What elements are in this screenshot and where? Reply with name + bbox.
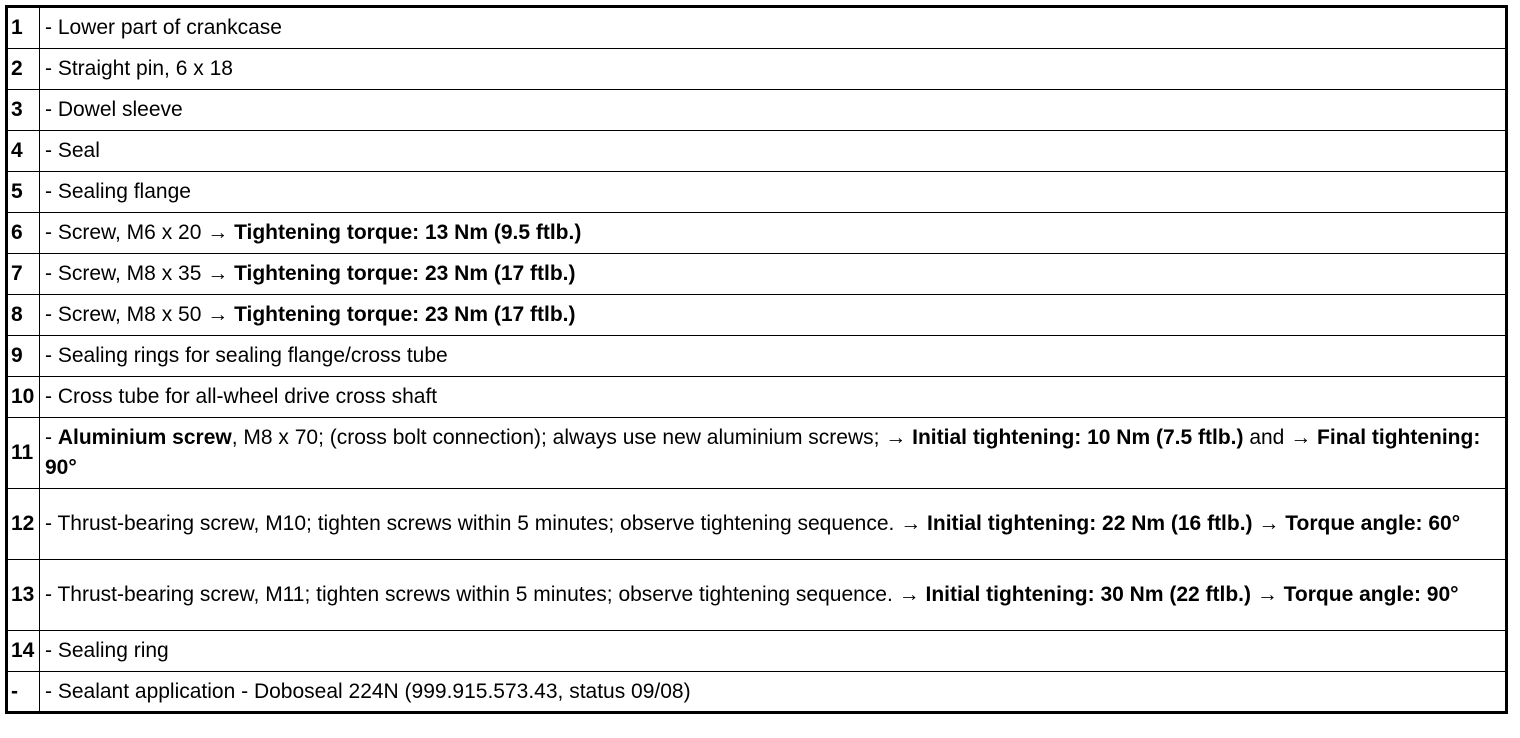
item-number: 3 [7,90,40,131]
item-description [40,377,1507,418]
item-number: 4 [7,131,40,172]
description-text: - Screw, M8 x 35 → [45,262,235,285]
item-number: 2 [7,49,40,90]
description-text: - Sealant application - Doboseal 224N (999.915.573.43, status 09/08) [45,679,691,703]
table-row [7,672,1507,713]
item-number: 10 [7,377,40,418]
item-description [40,672,1507,713]
table-row [7,377,1507,418]
spec-emphasis: Tightening torque: 13 Nm (9.5 ftlb.) [234,221,582,244]
item-description [40,560,1507,631]
description-text: - [45,426,58,449]
description-text: - Thrust-bearing screw, M11; tighten screws within 5 minutes; observe tightening sequence. → [45,583,926,606]
item-description [40,172,1507,213]
table-row [7,295,1507,336]
item-description [40,489,1507,560]
item-number: 12 [7,489,40,560]
item-description [40,49,1507,90]
item-number: 11 [7,418,40,489]
table-row [7,131,1507,172]
item-number: 13 [7,560,40,631]
spec-emphasis: Tightening torque: 23 Nm (17 ftlb.) [234,303,576,326]
description-text: - Cross tube for all-wheel drive cross shaft [45,385,438,408]
description-text: - Sealing ring [45,639,169,662]
spec-emphasis: Torque angle: 60° [1285,512,1461,535]
spec-emphasis: Initial tightening: 10 Nm (7.5 ftlb.) [912,426,1244,449]
description-text: - Straight pin, 6 x 18 [45,57,233,80]
spec-emphasis: Tightening torque: 23 Nm (17 ftlb.) [234,262,576,285]
description-text: - Sealing flange [45,180,191,203]
table-row [7,49,1507,90]
item-description [40,418,1507,489]
description-text: , M8 x 70; (cross bolt connection); always use new aluminium screws; → [231,426,913,449]
item-description [40,131,1507,172]
description-text: - Thrust-bearing screw, M10; tighten screws within 5 minutes; observe tightening sequence. → [45,512,928,535]
item-number: 5 [7,172,40,213]
spec-emphasis: Torque angle: 90° [1283,583,1459,606]
table-row [7,489,1507,560]
description-text: - Screw, M6 x 20 → [45,221,235,244]
item-description [40,631,1507,672]
item-number: 9 [7,336,40,377]
table-row [7,213,1507,254]
description-text: - Seal [45,139,100,162]
item-description [40,7,1507,49]
item-description [40,90,1507,131]
table-row [7,336,1507,377]
spec-emphasis: Initial tightening: 30 Nm (22 ftlb.) [925,583,1251,606]
description-text: - Sealing rings for sealing flange/cross tube [45,344,448,367]
table-row [7,7,1507,49]
item-number: 1 [7,7,40,49]
parts-legend-body [7,7,1507,713]
description-text: → [1252,512,1286,535]
item-description [40,213,1507,254]
table-row [7,90,1507,131]
item-description [40,254,1507,295]
description-text: - Dowel sleeve [45,98,183,121]
item-number: 8 [7,295,40,336]
description-text: → [1250,583,1284,606]
item-number: - [7,672,40,713]
table-row [7,418,1507,489]
item-description [40,336,1507,377]
table-row [7,560,1507,631]
table-row [7,254,1507,295]
item-number: 6 [7,213,40,254]
table-row [7,172,1507,213]
item-description [40,295,1507,336]
table-row [7,631,1507,672]
item-number: 14 [7,631,40,672]
spec-emphasis: Final tightening: 90° [45,426,1481,479]
parts-legend-table [5,5,1508,714]
description-text: - Screw, M8 x 50 → [45,303,235,326]
spec-emphasis: Initial tightening: 22 Nm (16 ftlb.) [927,512,1253,535]
description-text: - Lower part of crankcase [45,16,282,39]
description-text: and → [1243,426,1318,449]
item-number: 7 [7,254,40,295]
spec-emphasis: Aluminium screw [57,426,232,449]
